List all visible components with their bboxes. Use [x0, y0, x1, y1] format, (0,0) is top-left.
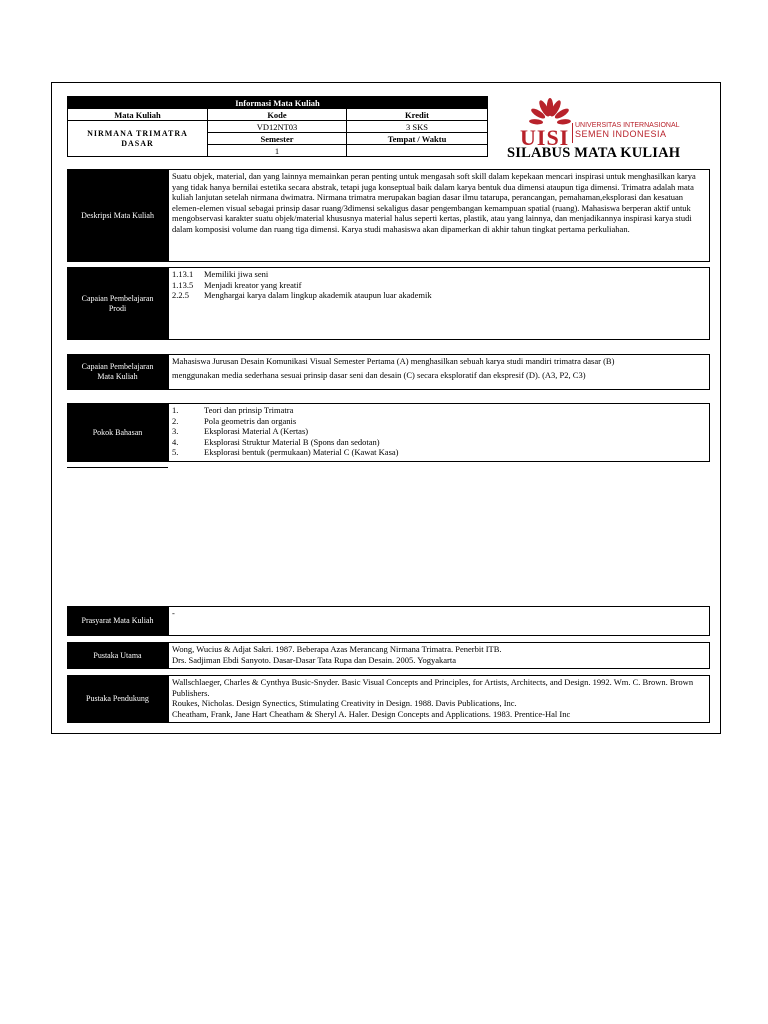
cpmk-line-2: menggunakan media sederhana sesuai prinsip dasar seni dan desain (C) secara eksploratif dan ekspresif (D). (A3, P2, C3): [172, 370, 586, 380]
section-pokok-bahasan: [67, 403, 710, 462]
section-deskripsi: [67, 169, 710, 262]
section-cpmk: [67, 354, 710, 390]
section-pustaka-pendukung: [67, 675, 710, 723]
course-credit: 3 SKS: [347, 121, 488, 133]
prasyarat-label: Prasyarat Mata Kuliah: [67, 606, 168, 636]
cpmk-text: [168, 354, 710, 390]
list-item: 3. Eksplorasi Material A (Kertas): [172, 426, 309, 437]
section-pustaka-utama: [67, 642, 710, 669]
pustaka-pendukung-label: Pustaka Pendukung: [67, 675, 168, 723]
logo-university-name: [575, 122, 680, 138]
pustaka-pendukung-list: [158, 675, 710, 723]
semester-value: 1: [208, 145, 347, 157]
pokok-label: Pokok Bahasan: [67, 403, 168, 462]
page-title: SILABUS MATA KULIAH: [507, 145, 681, 161]
logo-mark: UISI: [520, 125, 570, 150]
list-item: 1. Wallschlaeger, Charles & Cynthya Busic-Snyder. Basic Visual Concepts and Principles, for Artists, Architects, and Design. 1992. Wm. C. Brown. Brown Publishers.: [158, 677, 694, 698]
cpl-prodi-list: [168, 267, 710, 340]
course-code: VD12NT03: [208, 121, 347, 133]
col-kredit: Kredit: [347, 109, 488, 121]
list-item: 2. Pola geometris dan organis: [172, 415, 297, 426]
list-item: 1.13.1 Memiliki jiwa seni: [172, 269, 269, 279]
list-item: 1. Wong, Wucius & Adjat Sakri. 1987. Beberapa Azas Merancang Nirmana Trimatra. Penerbit ITB.: [158, 644, 502, 654]
col-tempat-waktu: Tempat / Waktu: [347, 133, 488, 145]
list-item: 3. Cheatham, Frank, Jane Hart Cheatham & Sheryl A. Haler. Design Concepts and Applications. 1983. Prentice-Hal Inc: [158, 708, 571, 719]
col-mata-kuliah: Mata Kuliah: [68, 109, 208, 121]
list-item: 5. Eksplorasi bentuk (permukaan) Material C (Kawat Kasa): [172, 447, 399, 458]
section-cpl-prodi: [67, 267, 710, 340]
pustaka-utama-label: Pustaka Utama: [67, 642, 168, 669]
col-kode: Kode: [208, 109, 347, 121]
logo-line-1: UNIVERSITAS INTERNASIONAL: [575, 122, 680, 129]
tempat-value: [347, 145, 488, 157]
deskripsi-text: [168, 169, 710, 262]
prasyarat-text: -: [168, 606, 710, 636]
list-item: 2. Drs. Sadjiman Ebdi Sanyoto. Dasar-Dasar Tata Rupa dan Desain. 2005. Yogyakarta: [158, 654, 457, 665]
cpmk-label: Capaian Pembelajaran Mata Kuliah: [67, 354, 168, 390]
logo-divider: [572, 123, 573, 143]
deskripsi-label: Deskripsi Mata Kuliah: [67, 169, 168, 262]
list-item: 4. Eksplorasi Struktur Material B (Spons dan sedotan): [172, 436, 380, 447]
list-item: 2. Roukes, Nicholas. Design Synectics, Stimulating Creativity in Design. 1988. Davis Publications, Inc.: [158, 698, 517, 709]
cpmk-line-1: Mahasiswa Jurusan Desain Komunikasi Visual Semester Pertama (A) menghasilkan sebuah karya studi mandiri trimatra dasar (B): [172, 356, 615, 366]
cpl-prodi-label: Capaian Pembelajaran Prodi: [67, 267, 168, 340]
pokok-list: [168, 403, 710, 462]
divider-line: [67, 467, 168, 468]
list-item: 1.13.5 Menjadi kreator yang kreatif: [172, 279, 302, 290]
logo-line-2: SEMEN INDONESIA: [575, 129, 667, 139]
deskripsi-paragraph: Suatu objek, material, dan yang lainnya memainkan peran penting untuk mengasah soft skill dalam kepekaan mencari inspirasi untuk menghasilkan karya yang tidak hanya bernilai estetika secara abstrak, tetapi juga konseptual baik dalam karya bentuk dua dimensi ataupun tiga dimensi. Trimatra adalah mata kuliah lanjutan setelah nirmana dwimatra. Nirmana trimatra merupakan bagian dasar ilmu tatarupa, perancangan, pemahaman,eksplorasi dan kesatuan elemen-elemen visual sebagai prinsip dasar ruang/3dimensi sekaligus dasar pengembangan kemampuan spatial (ruang). Mahasiswa berperan aktif untuk mengobservasi karakter suatu objek/material khususnya material halus seperti kertas, plastik, atau yang lainnya, dan menjadikannya inspirasi karya studi dalam komposisi volume dan ruang tiga dimensi. Karya studi mahasiswa akan dipamerkan di akhir tahun tingkat pertama perkuliahan.: [172, 171, 696, 234]
col-semester: Semester: [208, 133, 347, 145]
course-info-table: [67, 96, 488, 157]
course-name: NIRMANA TRIMATRA DASAR: [68, 121, 208, 157]
pustaka-utama-list: [158, 642, 710, 669]
section-prasyarat: [67, 606, 710, 636]
list-item: 2.2.5 Menghargai karya dalam lingkup akademik ataupun luar akademik: [172, 290, 432, 301]
info-table-header: Informasi Mata Kuliah: [68, 97, 488, 109]
list-item: 1. Teori dan prinsip Trimatra: [172, 405, 294, 415]
